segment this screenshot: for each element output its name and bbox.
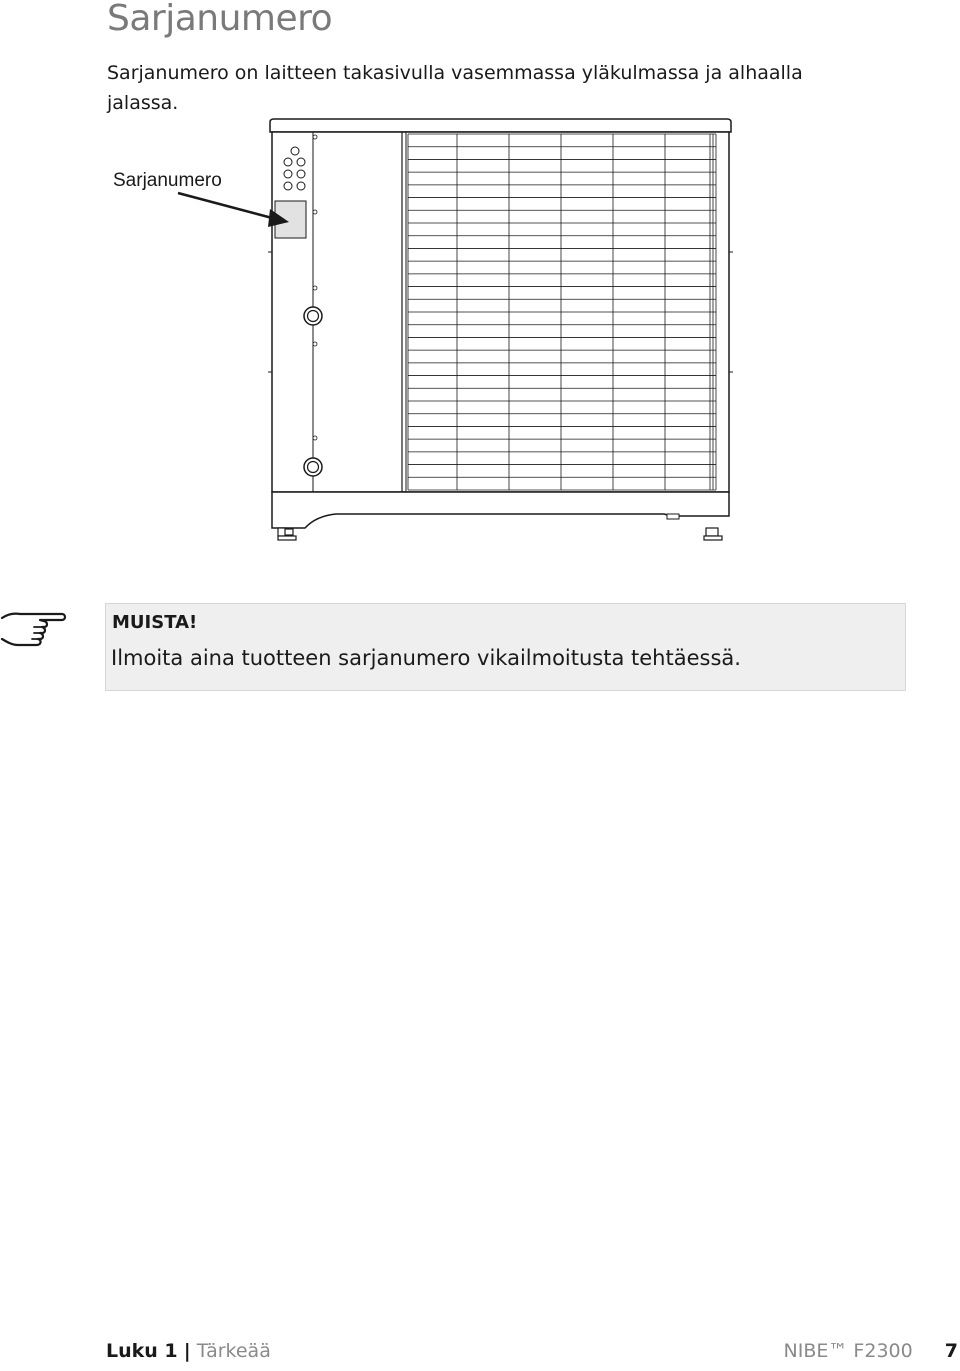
page-number: 7 — [944, 1340, 958, 1362]
footer-product — [784, 1340, 960, 1362]
footer-chapter-number: Luku 1 — [106, 1340, 178, 1362]
footer-chapter — [106, 1340, 271, 1362]
note-heading: MUISTA! — [112, 612, 198, 633]
pointing-hand-icon — [0, 604, 72, 652]
note-text: Ilmoita aina tuotteen sarjanumero vikailmoitusta tehtäessä. — [111, 646, 741, 670]
page-title: Sarjanumero — [107, 0, 333, 39]
arrow-pointer — [178, 193, 276, 219]
footer-separator: | — [183, 1340, 191, 1362]
reminder-note — [105, 603, 906, 691]
footer-product-name: NIBE™ F2300 — [783, 1340, 913, 1362]
intro-paragraph: Sarjanumero on laitteen takasivulla vasemmassa yläkulmassa ja alhaalla jalassa. — [107, 62, 803, 114]
serial-number-callout: Sarjanumero — [113, 170, 222, 191]
footer-section-name: Tärkeää — [196, 1340, 271, 1362]
